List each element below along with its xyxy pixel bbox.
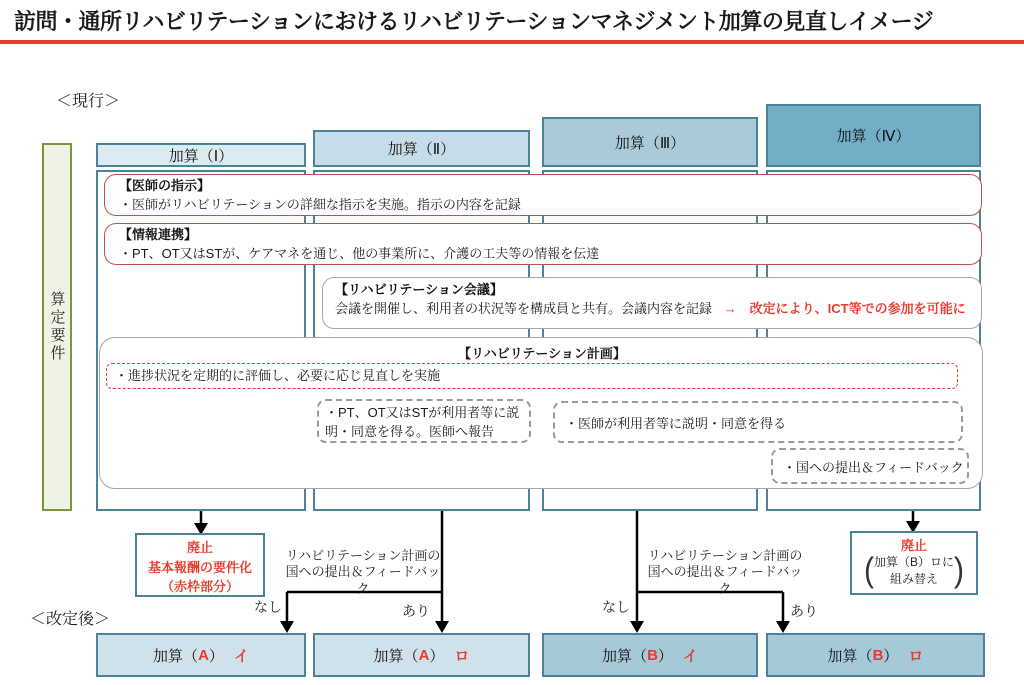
requirement-body: ・PT、OT又はSTが、ケアマネを通じ、他の事業所に、介護の工夫等の情報を伝達 <box>119 245 600 261</box>
revised-letter: A <box>198 646 209 664</box>
requirement-heading: 【医師の指示】 <box>119 178 211 193</box>
column-header-label: 加算（Ⅳ） <box>836 128 911 145</box>
revised-letter: B <box>872 646 884 664</box>
reorg-paren-row <box>852 551 976 590</box>
revised-box-kasan-b-i <box>542 633 758 677</box>
column-header-label: 加算（Ⅰ） <box>168 147 234 165</box>
requirement-info-linkage <box>104 223 982 265</box>
reorg-line: 加算（B）ロに <box>873 555 954 569</box>
revised-box-kasan-a-i <box>96 633 306 677</box>
abolish-line: 廃止 <box>900 538 927 553</box>
branch-condition-label-col2 <box>283 548 443 597</box>
abolish-basic-box <box>135 533 265 597</box>
plan-therapist-explain: ・PT、OT又はSTが利用者等に説明・同意を得る。医師へ報告 <box>317 399 531 443</box>
revised-suffix: ） <box>883 647 899 665</box>
revised-prefix: 加算（ <box>827 647 873 665</box>
requirement-body-row <box>335 300 975 319</box>
branch-yes-label-col2: あり <box>402 603 430 619</box>
column-header-label: 加算（Ⅲ） <box>614 134 686 152</box>
reorg-line: 組み替え <box>889 571 938 586</box>
plan-progress-review: ・進捗状況を定期的に評価し、必要に応じ見直しを実施 <box>106 363 958 389</box>
revised-suffix: ） <box>208 647 224 665</box>
close-paren: ) <box>954 551 964 590</box>
plan-doctor-explain-text: ・医師が利用者等に説明・同意を得る <box>565 415 787 431</box>
requirement-heading: 【情報連携】 <box>119 227 198 242</box>
branch-yes-label-col3: あり <box>790 603 818 619</box>
requirement-body: ・医師がリハビリテーションの詳細な指示を実施。指示の内容を記録 <box>119 196 521 212</box>
requirement-heading: 【リハビリテーション会議】 <box>335 282 503 297</box>
column-header-kasan-1 <box>96 143 306 167</box>
column-header-kasan-2 <box>313 130 530 167</box>
abolish-reorg-box <box>850 531 978 595</box>
branch-condition-line: 国への提出＆フィードバック <box>647 564 803 596</box>
title-underline <box>0 40 1024 44</box>
branch-condition-line: 国への提出＆フィードバック <box>285 564 441 596</box>
revision-note: → 改定により、ICT等での参加を可能に <box>723 300 966 316</box>
plan-national-submission-text: ・国への提出＆フィードバック <box>783 459 964 475</box>
revised-kana: イ <box>233 647 249 665</box>
axis-label: 算定要件 <box>48 291 66 363</box>
column-header-kasan-3 <box>542 117 758 167</box>
page-title: 訪問・通所リハビリテーションにおけるリハビリテーションマネジメント加算の見直しイメージ <box>14 9 934 34</box>
column-header-label: 加算（Ⅱ） <box>387 141 456 158</box>
revised-suffix: ） <box>429 647 445 665</box>
abolish-line: （赤枠部分） <box>160 579 239 594</box>
revised-box-kasan-b-ro <box>766 633 985 677</box>
requirement-rehab-plan <box>99 337 983 489</box>
plan-doctor-explain <box>553 401 963 443</box>
revised-letter: B <box>647 646 658 664</box>
branch-no-label-col2: なし <box>254 599 282 615</box>
revised-prefix: 加算（ <box>602 647 648 665</box>
abolish-line: 廃止 <box>186 540 213 555</box>
plan-heading: 【リハビリテーション計画】 <box>458 346 626 361</box>
revised-prefix: 加算（ <box>153 647 199 665</box>
revised-kana: ロ <box>454 647 470 665</box>
branch-condition-line: リハビリテーション計画の <box>285 548 441 563</box>
revised-prefix: 加算（ <box>373 647 419 665</box>
reorg-text <box>874 554 954 588</box>
open-paren: ( <box>863 551 874 590</box>
calculation-requirements-axis <box>42 143 72 511</box>
column-header-kasan-4 <box>766 104 981 167</box>
branch-no-label-col3: なし <box>602 599 630 615</box>
requirement-rehab-meeting <box>322 277 982 329</box>
current-section-label: ＜現行＞ <box>56 93 121 110</box>
revised-box-kasan-a-ro <box>313 633 530 677</box>
revised-suffix: ） <box>657 647 673 665</box>
requirement-body: 会議を開催し、利用者の状況等を構成員と共有。会議内容を記録 <box>335 300 713 316</box>
requirement-doctor-instruction <box>104 174 982 216</box>
abolish-line: 基本報酬の要件化 <box>147 559 252 575</box>
branch-condition-line: リハビリテーション計画の <box>647 548 803 563</box>
branch-condition-label-col3 <box>645 548 805 597</box>
revised-letter: A <box>418 646 430 664</box>
revised-kana: ロ <box>908 647 924 665</box>
plan-national-submission <box>771 448 969 484</box>
revised-kana: イ <box>682 647 698 665</box>
revised-section-label: ＜改定後＞ <box>30 611 111 628</box>
